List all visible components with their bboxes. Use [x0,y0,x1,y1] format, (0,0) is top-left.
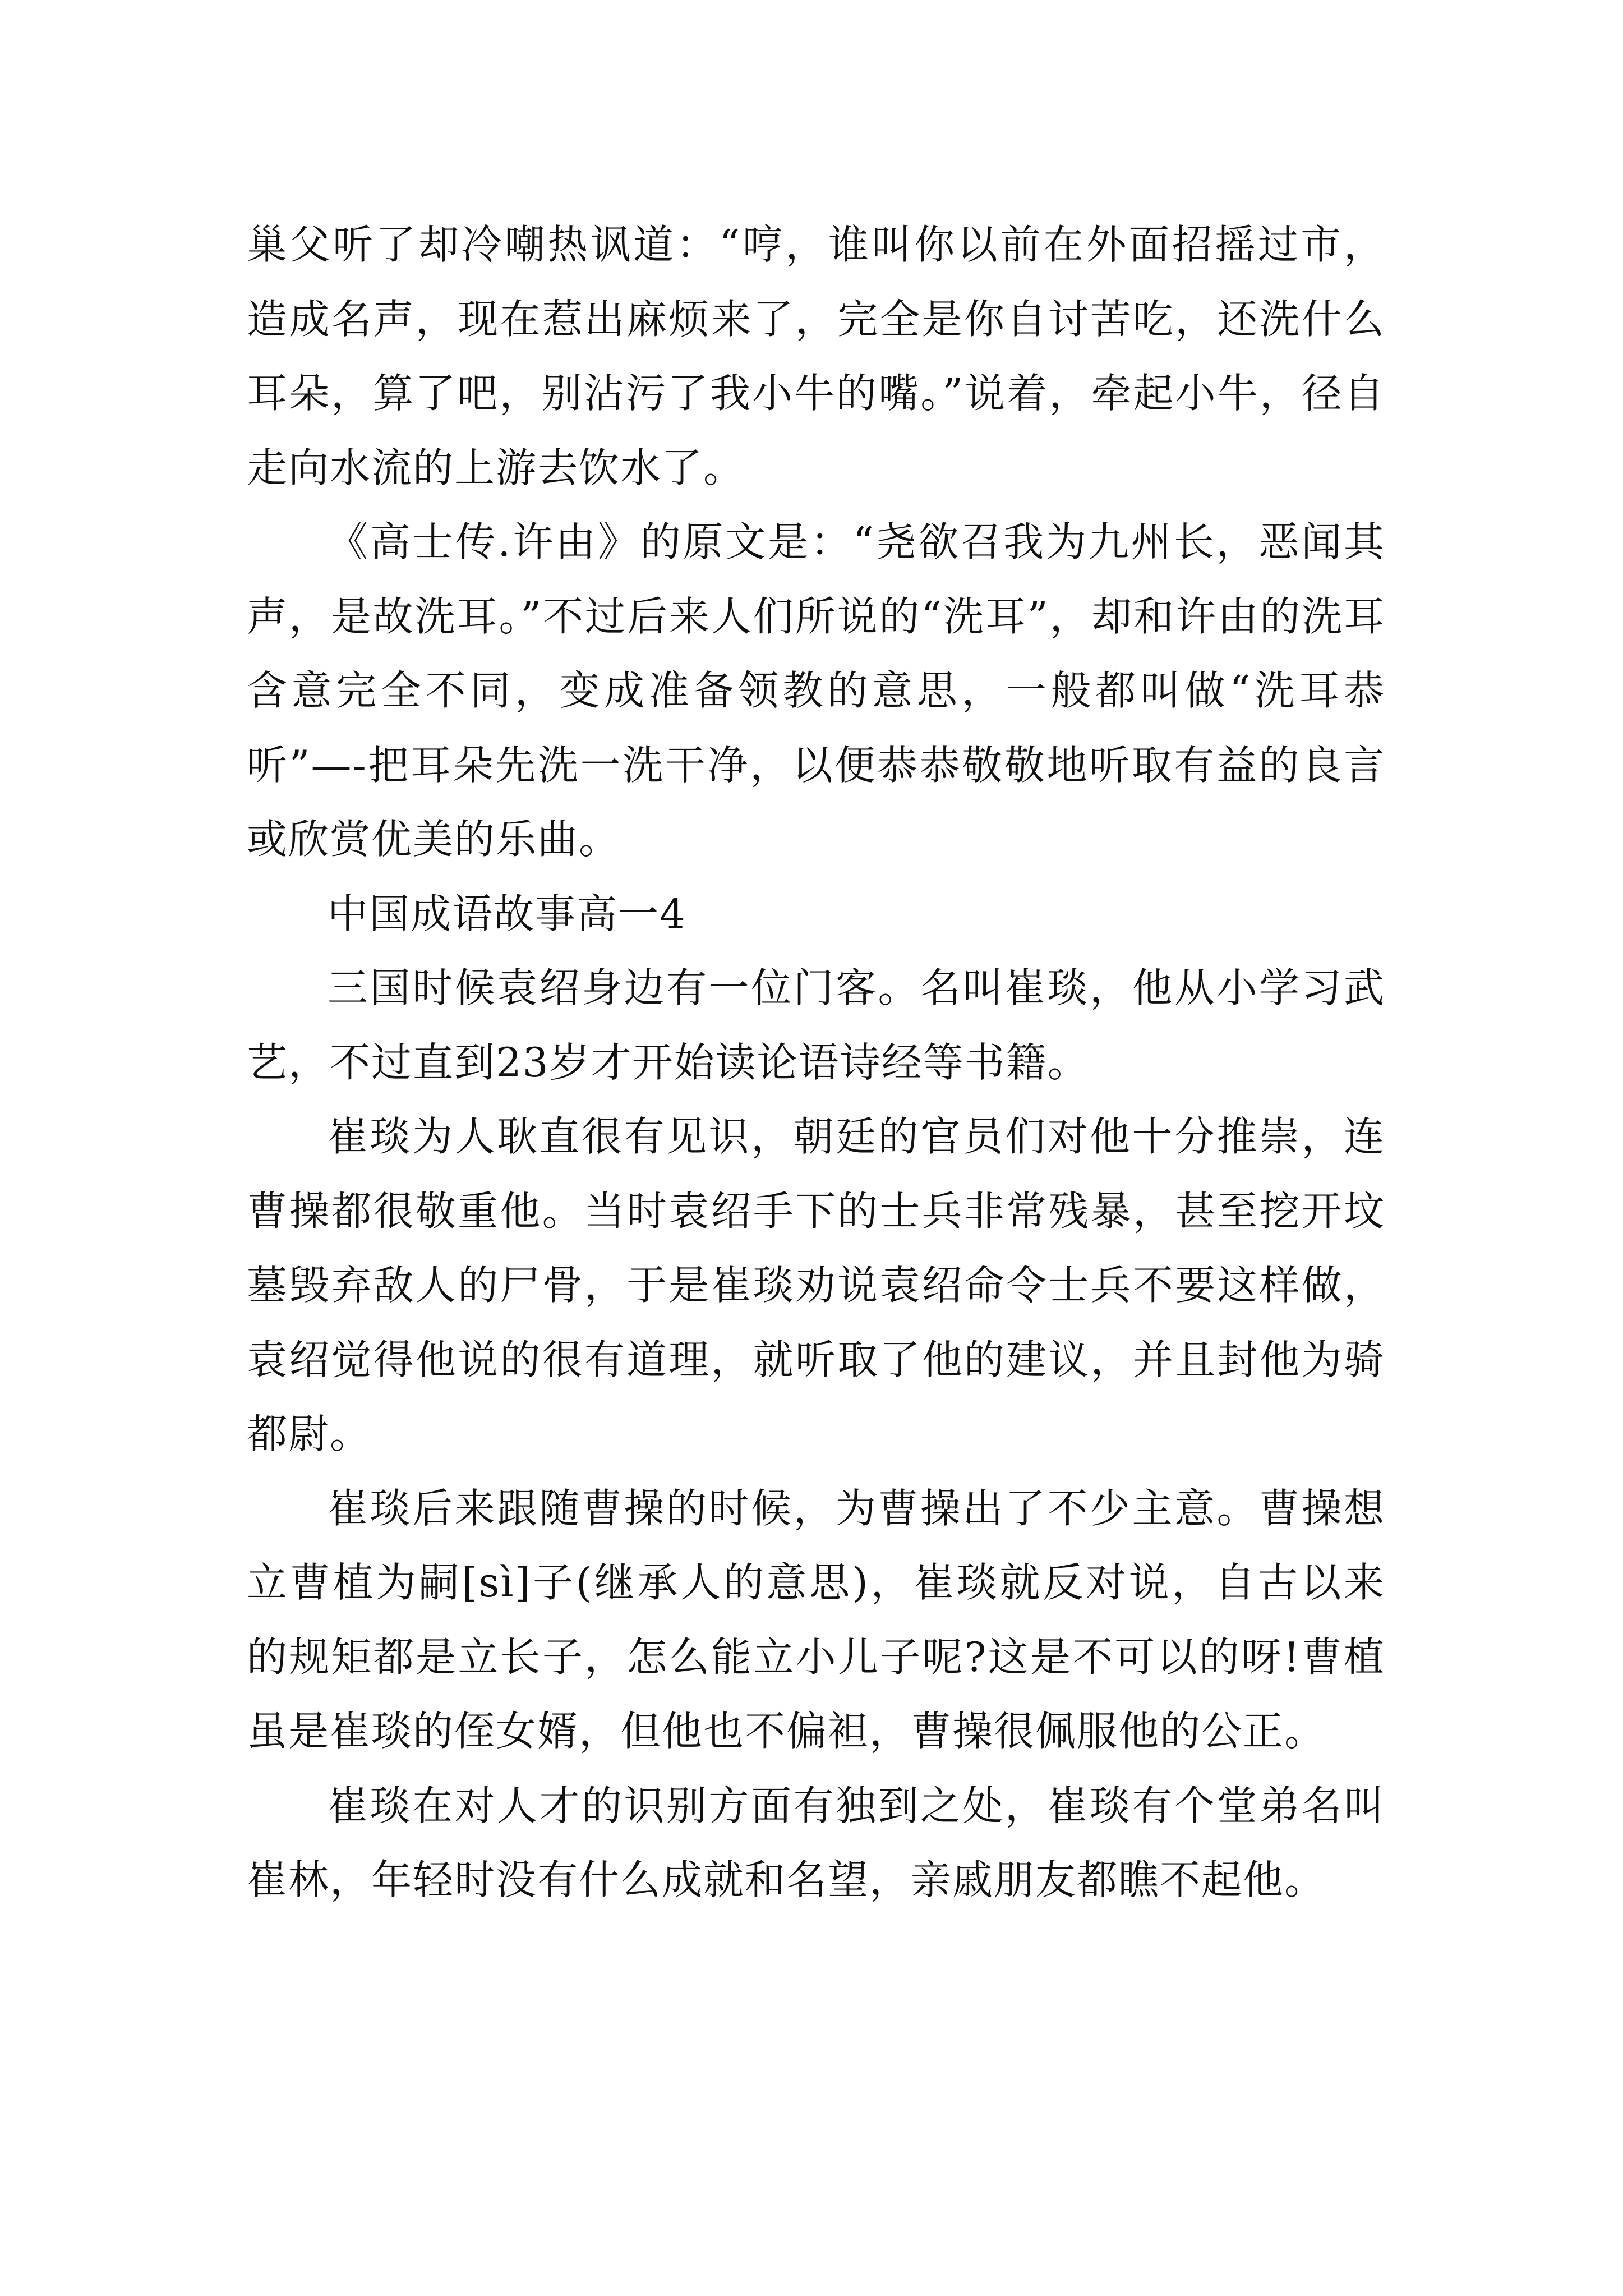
paragraph: 崔琰为人耿直很有见识，朝廷的官员们对他十分推崇，连曹操都很敬重他。当时袁绍手下的士兵非常残暴，甚至挖开坟墓毁弃敌人的尸骨，于是崔琰劝说袁绍命令士兵不要这样做，袁绍觉得他说的很有道理，就听取了他的建议，并且封他为骑都尉。 [247,1113,1385,1457]
paragraph: 崔琰后来跟随曹操的时候，为曹操出了不少主意。曹操想立曹植为嗣[sì]子(继承人的意思)，崔琰就反对说，自古以来的规矩都是立长子，怎么能立小儿子呢?这是不可以的呀!曹植虽是崔琰的侄女婿，但他也不偏袒，曹操很佩服他的公正。 [247,1484,1385,1755]
body-text [247,208,1385,1917]
paragraph: 三国时候袁绍身边有一位门客。名叫崔琰，他从小学习武艺，不过直到23岁才开始读论语诗经等书籍。 [247,964,1385,1086]
paragraph-continuation: 巢父听了却冷嘲热讽道：“哼，谁叫你以前在外面招摇过市，造成名声，现在惹出麻烦来了，完全是你自讨苦吃，还洗什么耳朵，算了吧，别沾污了我小牛的嘴。”说着，牵起小牛，径自走向水流的上游去饮水了。 [247,221,1385,491]
paragraph: 《高士传.许由》的原文是：“尧欲召我为九州长，恶闻其声，是故洗耳。”不过后来人们所说的“洗耳”，却和许由的洗耳含意完全不同，变成准备领教的意思，一般都叫做“洗耳恭听”—-把耳朵先洗一洗干净，以便恭恭敬敬地听取有益的良言或欣赏优美的乐曲。 [247,518,1385,863]
paragraph: 崔琰在对人才的识别方面有独到之处，崔琰有个堂弟名叫崔林，年轻时没有什么成就和名望，亲戚朋友都瞧不起他。 [247,1782,1385,1903]
section-heading: 中国成语故事高一4 [328,890,686,937]
